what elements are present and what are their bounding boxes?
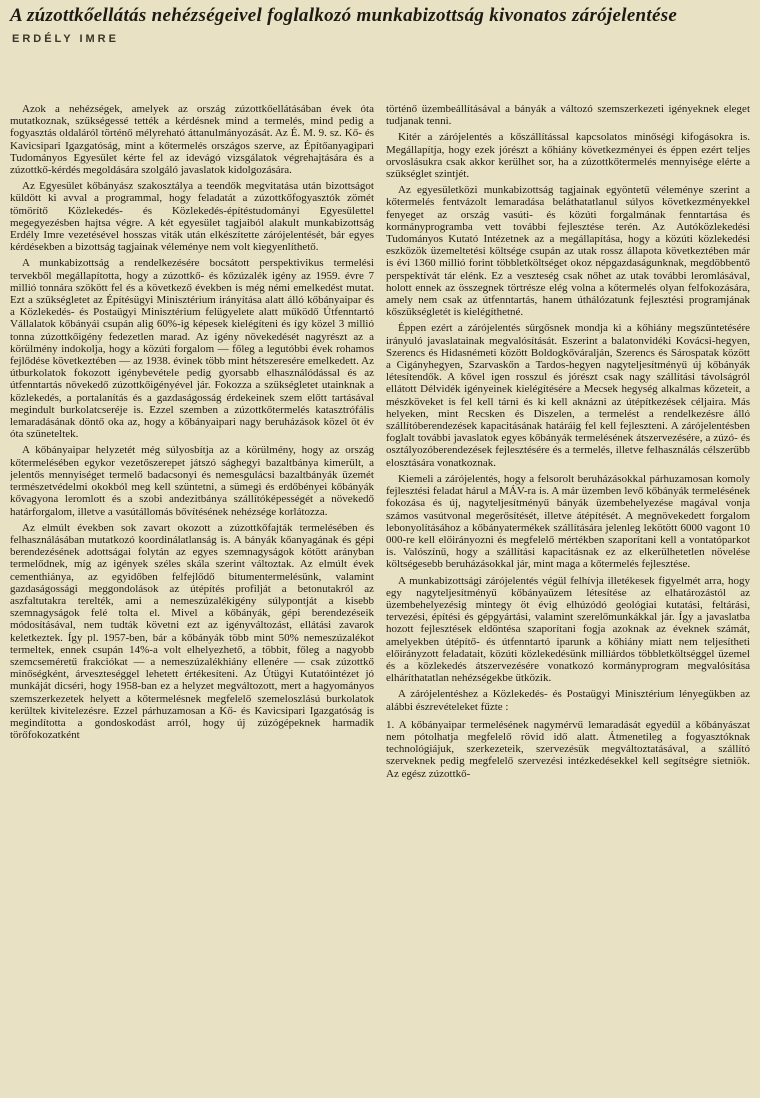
paragraph: Kitér a zárójelentés a kőszállítással kapcsolatos minőségi kifogásokra is. Megállapítja, hogy ezek jórészt a kőhiány következményei és éppen ezért teljes orvoslásukra csak akkor kerülhet sor, ha a zúzottkőtermelés mennyisége elérte a szükséglet szintjét. (386, 131, 750, 181)
paragraph: Kiemeli a zárójelentés, hogy a felsorolt beruházásokkal párhuzamosan komoly fejlesztési feladat hárul a MÁV-ra is. A már üzemben levő kőbányák termelésének fokozása és új, nagyteljesítményű bányák üzembehelyezése magával vonja számos vasútvonal megerősítését, illetve átépítését. A megnövekedett forgalom lebonyolításához a kőbányatermékek szállítására jelenleg lekötött 6000 vagont 10 000-re kell előirányozni és megfelelő mértékben szaporítani kell a vontatóparkot is. Valószínű, hogy a szállítási kapacitásnak ez az elkerülhetetlen növelése költségesebb beruházásokkal jár, mint maga a kőtermelés fejlesztése. (386, 472, 750, 571)
paragraph: történő üzembeállításával a bányák a változó szemszerkezeti igényeknek eleget tudjanak tenni. (386, 103, 750, 128)
paragraph: A munkabizottság a rendelkezésére bocsátott perspektivikus termelési tervekből megállapította, hogy a zúzottkő- és kőzúzalék igény az 1959. évre 7 millió tonnára szökött fel és a következő években is még némi emelkedést mutat. Ezt a szükségletet az Építésügyi Minisztérium irányítása alatt álló kőbányaipar és a Közlekedés- és Postaügyi Minisztérium felügyelete alatt működő Útfenntartó Vállalatok kőbányái csupán alig 60%-ig képesek kielégíteni és így közel 3 millió tonna zúzottkőigény fedezetlen marad. Az igény növekedését nagyrészt az a körülmény indokolja, hogy a közúti forgalom — főleg a legutóbbi évek rohamos fejlődése következtében — az 1938. évinek több mint hétszeresére emelkedett. Az útburkolatok fokozott igénybevétele pedig gyorsabb elhasználódással és az útfenntartás növekedő zúzottkőigényével jár. Fokozza a szükségletet utainknak a közlekedés, a portalanítás és a gazdaságosság érdekeinek szem előtt tartásával megindult burkolatcseréje is. Ezzel szemben a zúzottkőtermelés katasztrófális lemaradásának döntő oka az, hogy a kőbányaipari nagy beruházások közel öt év óta szüneteltek. (10, 257, 374, 441)
paragraph: Az elmúlt években sok zavart okozott a zúzottkőfajták termelésében és felhasználásában mutatkozó koordinálatlanság is. A bányák kőanyagának és gépi berendezésének adottságai folytán az egyes szemnagyságok kötött arányban termelődnek, míg az igények széles skála szerint változtak. Az elmúlt évek cementhiánya, az egyidőben felfejlődő bitumentermelésünk, valamint gazdaságossági meggondolások az útépítés profilját a betonutakról az aszfaltutakra terelték, ami a nemeszúzalékigény súlypontját a kisebb szemnagyságok felé tolta el. Mivel a kőbányák, gépi berendezéseik módosításával, nem tudták követni ezt az igényváltozást, ellátási zavarok keletkeztek. Így pl. 1957-ben, bár a kőbányák több mint 50% nemeszúzalékot termeltek, ennek csupán 14%-a volt elhelyezhető, a többit, főleg a nagyobb szemcseméretű frakciókat — a nemeszúzalékhiány ellenére — csak zúzottkő minőségként, árveszteséggel lehetett értékesíteni. Az Útügyi Kutatóintézet jó munkáját dicséri, hogy 1958-ban ez a helyzet megváltozott, mert a hagyományos szemszerkezetek helyett a kőtermelésnek megfelelő szemeloszlású burkolatok kerültek kivitelezésre. Ezzel párhuzamosan a Kő- és Kavicsipari Igazgatóság is megindította a gondoskodást arról, hogy új zúzógépeknek harmadik törőfokozatként (10, 521, 374, 742)
author-name: ERDÉLY IMRE (12, 33, 119, 45)
paragraph: Az Egyesület kőbányász szakosztálya a teendők megvitatása után bizottságot küldött ki avval a programmal, hogy feladatát a zúzottkőfogyasztók zömét tömörítő Közlekedés- és Közlekedés-építéstudományi Egyesülettel megegyezésben hajtsa végre. A két egyesület tagjaiból alakult munkabizottság Erdély Imre vezetésével hosszas viták után elkészítette zárójelentését, bár egyes kérdésekben a bizottság tagjainak véleménye nem volt kiegyenlíthető. (10, 180, 374, 254)
paragraph: Éppen ezért a zárójelentés sürgősnek mondja ki a kőhiány megszüntetésére irányuló javaslatainak megvalósítását. Eszerint a balatonvidéki Kovácsi-hegyen, Szerencs és Hidasnémeti között Boldogkőváralján, Szerencs és Sárospatak között a Cigányhegyen, Szarvaskőn a Tardos-hegyen nagyteljesítményű új kőbányák létesítendők. A kővel igen rosszul és jórészt csak nagy szállítási távolságról ellátott Délvidék igényeinek kielégítésére a Mecsek hegység alkalmas kőzeteit, a mészköveket is fel kell tárni és ki kell aknázni az útépítkezések céljaira. Más helyeken, mint Recsken és Diszelen, a termelést a rendelkezésre álló szállítóberendezések kapacitásának határáig fel kell fejleszteni. A zárójelentésben foglalt további javaslatok egyes kőbányák termelésének átszervezésére, a zúzó- és osztályozóberendezések fejlesztésére és a termelés, illetve felhasználás célszerűbb elosztására vonatkoznak. (386, 322, 750, 469)
paragraph: Az egyesületközi munkabizottság tagjainak egyöntetű véleménye szerint a kőtermelés fentvázolt lemaradása beláthatatlanul súlyos következményekkel fenyeget az ország vasúti- és közúti forgalmának fenntartása és kormányprogramba vett további fejlesztése terén. Az Autóközlekedési Tudományos Kutató Intézetnek az a megállapítása, hogy a közúti közlekedési eszközök üzemeltetési költsége csupán az utak rossz állapota következtében már is évi 1360 millió forint többletköltséget okoz népgazdaságunknak, megdöbbentő perspektívát tár elénk. Ez a veszteség csak nőhet az utak további leromlásával, holott ennek az összegnek törtrésze elég volna a kőtermelés olyan felfokozására, amely nem csak az útfenntartás, hanem úthálózatunk fejlesztési programjának kőszükségletét is kielégíthetné. (386, 184, 750, 319)
article-body (10, 103, 750, 1093)
paragraph: A kőbányaipar helyzetét még súlyosbítja az a körülmény, hogy az ország kőtermelésében egykor vezetőszerepet játszó sághegyi bazaltbánya kimerült, a jelentős mennyiséget termelő badacsonyi és nemesgulácsi bazaltbányák üzemét természetvédelmi okokból meg kell szüntetni, a sümegi és erdőbényei kőbányák kővagyona leromlott és a szobi andezitbánya szállítóképességét a növekedő határforgalom, illetve a vasútállomás bővítésének nehézsége korlátozza. (10, 444, 374, 518)
paragraph: A zárójelentéshez a Közlekedés- és Postaügyi Minisztérium lényegükben az alábbi észrevételeket fűzte : (386, 688, 750, 713)
paragraph: Azok a nehézségek, amelyek az ország zúzottkőellátásában évek óta mutatkoznak, szükségessé tették a kérdésnek mind a termelés, mind pedig a fogyasztás oldaláról történő mélyreható áttanulmányozását. Az É. M. 9. sz. Kő- és Kavicsipari Igazgatóság, mint a kőtermelés országos szerve, az Építőanyagipari Tudományos Egyesület kérte fel az idevágó vizsgálatok végrehajtására és a zúzottkő-kérdés megoldására szolgáló javaslatok kidolgozására. (10, 103, 374, 177)
paragraph: A munkabizottsági zárójelentés végül felhívja illetékesek figyelmét arra, hogy egy nagyteljesítményű kőbányaüzem létesítése az elhatározástól az üzembehelyezésig mintegy öt évig elhúzódó geológiai kutatási, feltárási, tervezési, építési és gépgyártási, valamint szerelőmunkákkal jár. Így a javaslatba hozott fejlesztések eldöntésa szaporítani fogja azoknak az éveknek számát, amelyekben útépítő- és útfenntartó iparunk a kőhiány miatt nem teljesítheti előirányzott feladatait, közúti közlekedésünk milliárdos többletköltséggel üzemel és a közlekedés átszervezésére vonatkozó kormányprogram megvalósítása elháríthatatlan nehézségekbe ütközik. (386, 574, 750, 685)
right-column (386, 103, 750, 1093)
left-column (10, 103, 374, 1093)
numbered-paragraph: 1. A kőbányaipar termelésének nagymérvű lemaradását egyedül a kőbányászat nem pótolhatja megfelelő rövid idő alatt. Átmenetileg a fogyasztóknak technológiájuk, szerkezeteik, szervezésük megváltoztatásával, a szállító szerveknek pedig megfelelő szervezési intézkedésekkel kell segítségre sietniök. Az egész zúzottkő- (386, 718, 750, 780)
article-title: A zúzottkőellátás nehézségeivel foglalkozó munkabizottság kivonatos zárójelentése (10, 5, 678, 26)
